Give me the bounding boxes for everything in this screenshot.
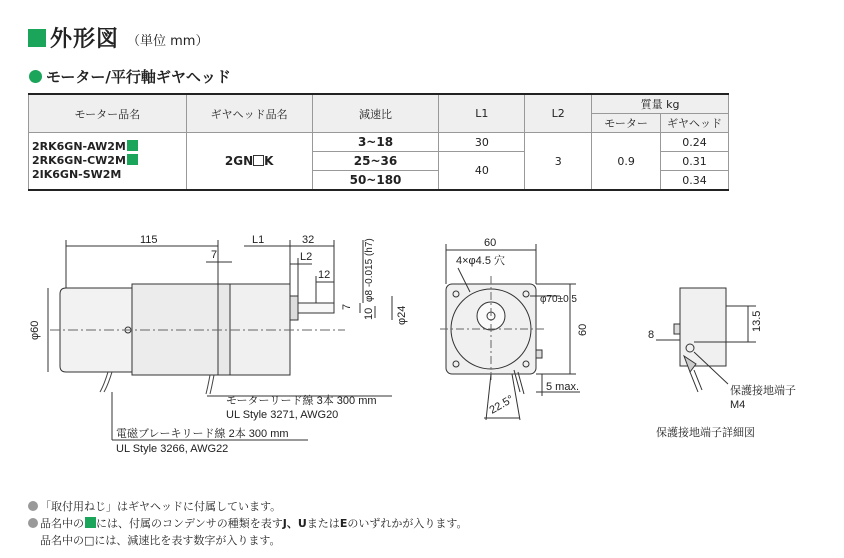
ratio-cell: 3~18 xyxy=(312,133,439,152)
motor-model: 2RK6GN-AW2M xyxy=(32,140,126,153)
l1-cell: 30 xyxy=(439,133,525,152)
lead-motor-line2: UL Style 3271, AWG20 xyxy=(226,409,339,421)
boss xyxy=(290,296,298,320)
dim-13-5: 13.5 xyxy=(751,310,763,332)
gear-mass-cell: 0.34 xyxy=(661,171,729,191)
th-mass: 質量 kg xyxy=(592,94,729,114)
motor-mass-cell: 0.9 xyxy=(592,133,661,191)
th-l2: L2 xyxy=(525,94,592,133)
note-item: 品名中の には、付属のコンデンサの種類を表すJ、UまたはEのいずれかが入ります。 xyxy=(28,515,467,532)
dim-12: 12 xyxy=(318,269,331,281)
note-item: 「取付用ねじ」はギヤヘッドに付属しています。 xyxy=(28,498,467,515)
dim-phi24: φ24 xyxy=(396,305,408,325)
section-title-text: モーター/平行軸ギヤヘッド xyxy=(46,68,231,86)
ratio-cell: 50~180 xyxy=(312,171,439,191)
dim-8: 8 xyxy=(648,329,655,341)
ground-label: 保護接地端子 xyxy=(730,385,796,397)
ratio-cell: 25~36 xyxy=(312,152,439,171)
th-gear: ギヤヘッド品名 xyxy=(186,94,312,133)
th-l1: L1 xyxy=(439,94,525,133)
dim-front-60w: 60 xyxy=(484,237,497,249)
side-view xyxy=(48,240,392,440)
title-unit: （単位 mm） xyxy=(127,34,209,49)
lead-motor-line1: モーターリード線 3本 300 mm xyxy=(226,395,377,407)
motor-model: 2RK6GN-CW2M xyxy=(32,154,126,167)
dim-front-60h: 60 xyxy=(577,323,589,336)
th-ratio: 減速比 xyxy=(312,94,439,133)
l2-cell: 3 xyxy=(525,133,592,191)
dim-10: 10 xyxy=(363,307,375,320)
pcd-label: φ70±0.5 xyxy=(540,294,577,305)
output-shaft xyxy=(298,303,334,313)
dim-5max: 5 max. xyxy=(546,381,580,393)
lead-brake-line1: 電磁ブレーキリード線 2本 300 mm xyxy=(116,428,289,440)
gearhead-model: 2GN K xyxy=(186,133,312,191)
th-motor: モーター品名 xyxy=(29,94,187,133)
l1-cell: 40 xyxy=(439,152,525,191)
dim-shaft: φ8 -0.015 (h7) xyxy=(364,238,375,302)
dim-l2: L2 xyxy=(300,251,313,263)
dim-7-side: 7 xyxy=(341,303,353,310)
dim-phi60: φ60 xyxy=(29,320,41,340)
th-mass-gear: ギヤヘッド xyxy=(661,114,729,133)
detail-body xyxy=(680,288,726,366)
gear-mass-cell: 0.24 xyxy=(661,133,729,152)
ground-m4: M4 xyxy=(730,399,746,411)
angle-label: 22.5° xyxy=(487,393,516,417)
dim-32: 32 xyxy=(302,234,315,246)
th-mass-motor: モーター xyxy=(592,114,661,133)
title-text: 外形図 xyxy=(50,27,120,52)
note-item: 品名中の□には、減速比を表す数字が入ります。 xyxy=(40,534,281,547)
detail-view xyxy=(656,288,756,392)
bullet-icon xyxy=(28,501,38,511)
dim-115: 115 xyxy=(140,234,158,246)
capacitor-square-icon xyxy=(85,517,96,528)
holes-label: 4×φ4.5 穴 xyxy=(456,255,506,267)
bullet-icon xyxy=(28,518,38,528)
notes xyxy=(28,498,467,549)
motor-model: 2IK6GN-SW2M xyxy=(32,168,122,181)
dim-l1: L1 xyxy=(252,234,265,246)
detail-caption: 保護接地端子詳細図 xyxy=(656,427,755,439)
lead-brake-line2: UL Style 3266, AWG22 xyxy=(116,443,229,455)
gear-mass-cell: 0.31 xyxy=(661,152,729,171)
dim-7-top: 7 xyxy=(211,249,218,261)
